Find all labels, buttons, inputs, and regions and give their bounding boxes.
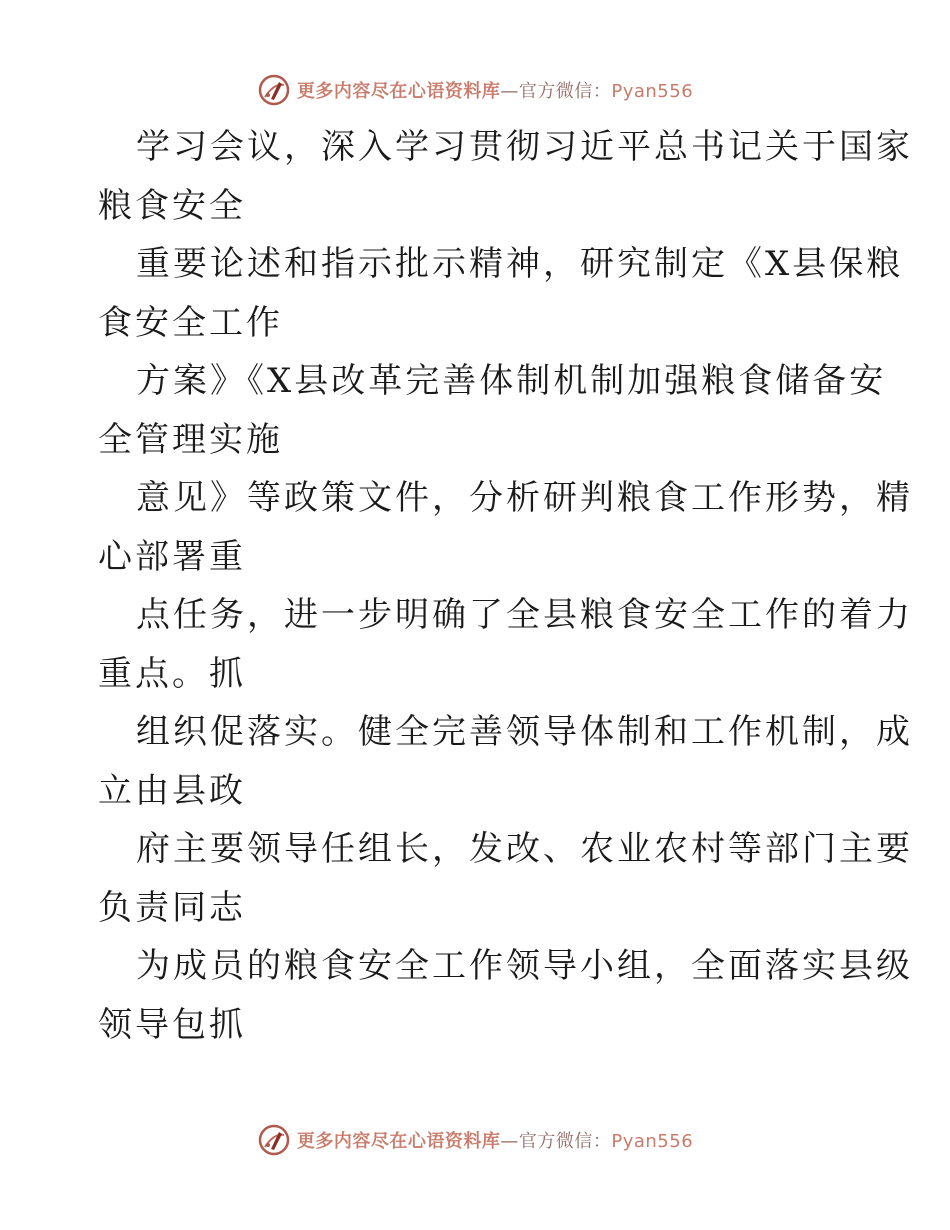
banner-content bbox=[257, 73, 693, 107]
banner-text bbox=[297, 77, 693, 103]
text-line: 食安全工作 bbox=[98, 302, 283, 343]
banner-wechat-label: —官方微信： bbox=[500, 81, 612, 102]
footer-banner bbox=[0, 1120, 950, 1160]
text-line: 组织促落实。健全完善领导体制和工作机制，成 bbox=[136, 712, 913, 752]
text-line: 负责同志 bbox=[98, 887, 246, 928]
pen-logo-icon bbox=[257, 73, 291, 107]
text-line: 方案》《X县改革完善体制机制加强粮食储备安 bbox=[136, 361, 887, 401]
banner-text bbox=[297, 1127, 693, 1153]
text-line: 学习会议，深入学习贯彻习近平总书记关于国家 bbox=[136, 127, 913, 167]
text-line: 重要论述和指示批示精神，研究制定《X县保粮 bbox=[136, 244, 904, 284]
banner-wechat-id: Pyan556 bbox=[611, 1131, 694, 1152]
banner-site-name: 更多内容尽在心语资料库 bbox=[296, 1131, 501, 1152]
document-body bbox=[98, 118, 913, 1054]
header-banner bbox=[0, 70, 950, 110]
text-line: 重点。抓 bbox=[98, 653, 246, 694]
banner-wechat-label: —官方微信： bbox=[500, 1131, 612, 1152]
pen-logo-icon bbox=[257, 1123, 291, 1157]
banner-site-name: 更多内容尽在心语资料库 bbox=[296, 81, 501, 102]
text-line: 立由县政 bbox=[98, 770, 246, 811]
banner-content bbox=[257, 1123, 693, 1157]
text-line: 意见》等政策文件，分析研判粮食工作形势，精 bbox=[136, 478, 913, 518]
banner-wechat-id: Pyan556 bbox=[611, 81, 694, 102]
text-line: 心部署重 bbox=[98, 536, 246, 577]
text-line: 领导包抓 bbox=[98, 1004, 246, 1045]
text-line: 全管理实施 bbox=[98, 419, 283, 460]
text-line: 府主要领导任组长，发改、农业农村等部门主要 bbox=[136, 829, 913, 869]
text-line: 点任务，进一步明确了全县粮食安全工作的着力 bbox=[136, 595, 913, 635]
text-line: 为成员的粮食安全工作领导小组，全面落实县级 bbox=[136, 946, 913, 986]
text-line: 粮食安全 bbox=[98, 185, 246, 226]
